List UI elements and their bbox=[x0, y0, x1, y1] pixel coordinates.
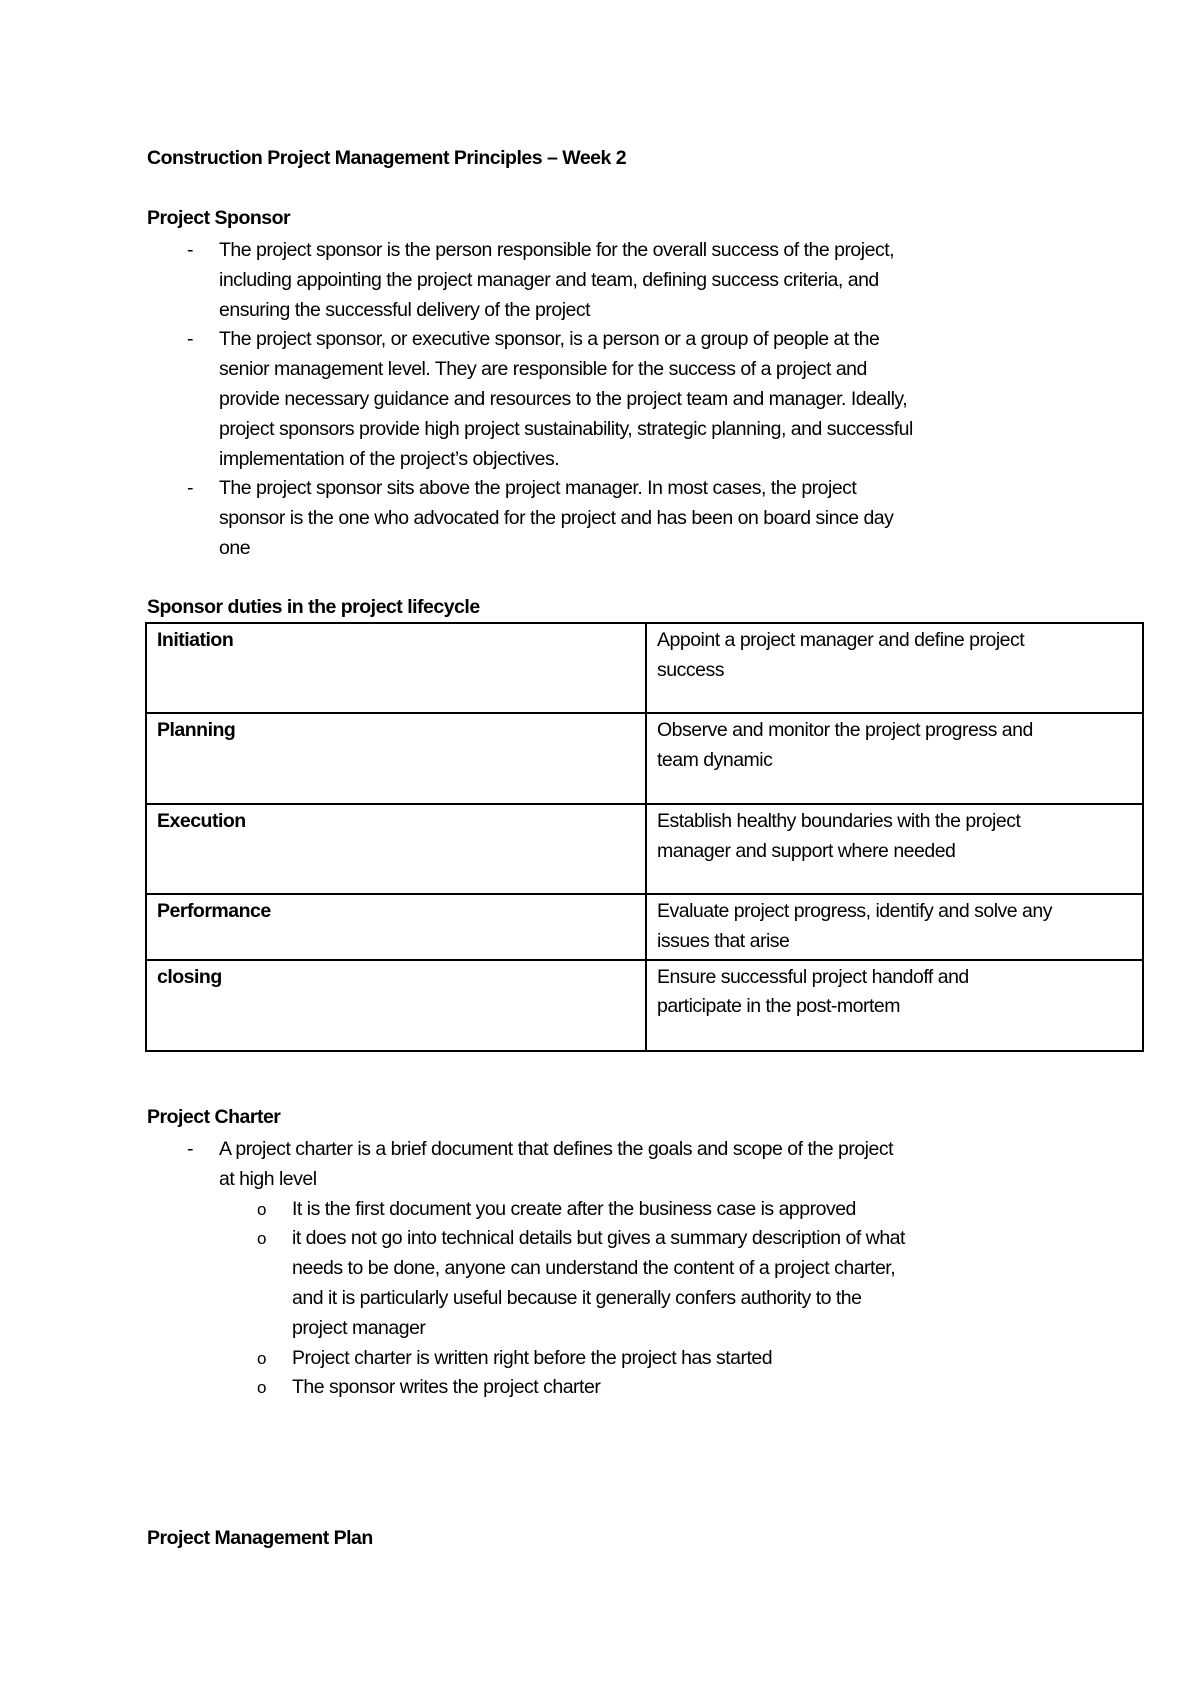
duty-cell bbox=[646, 894, 1143, 960]
section-heading-project-management-plan: Project Management Plan bbox=[147, 1527, 373, 1549]
document-title: Construction Project Management Principles – Week 2 bbox=[147, 147, 627, 169]
circle-bullet: o bbox=[257, 1378, 266, 1398]
text-line: including appointing the project manager and team, defining success criteria, and bbox=[219, 268, 879, 291]
text-line: needs to be done, anyone can understand the content of a project charter, bbox=[292, 1257, 896, 1280]
text-line: Establish healthy boundaries with the project bbox=[657, 810, 1021, 832]
list-item bbox=[147, 236, 1147, 325]
text-line: project manager bbox=[292, 1316, 426, 1339]
dash-bullet: - bbox=[187, 477, 193, 500]
list-item bbox=[147, 325, 1147, 474]
phase-cell: closing bbox=[146, 960, 646, 1051]
text-line: sponsor is the one who advocated for the project and has been on board since day bbox=[219, 507, 894, 530]
text-line: project sponsors provide high project sustainability, strategic planning, and successful bbox=[219, 417, 913, 440]
text-line: participate in the post-mortem bbox=[657, 995, 900, 1018]
table-row bbox=[146, 804, 1143, 894]
table-row bbox=[146, 894, 1143, 960]
list-item bbox=[147, 474, 1147, 563]
phase-cell: Initiation bbox=[146, 623, 646, 713]
sponsor-duties-table bbox=[145, 622, 1144, 1052]
charter-bullet-list bbox=[147, 1135, 1147, 1403]
list-item bbox=[147, 1135, 1147, 1195]
duty-cell bbox=[646, 960, 1143, 1051]
text-line: The project sponsor, or executive sponsor, is a person or a group of people at the bbox=[219, 328, 880, 351]
sponsor-bullet-list bbox=[147, 236, 1147, 564]
text-line: provide necessary guidance and resources to the project team and manager. Ideally, bbox=[219, 387, 908, 410]
phase-cell: Performance bbox=[146, 894, 646, 960]
text-line: manager and support where needed bbox=[657, 839, 956, 862]
text-line: ensuring the successful delivery of the project bbox=[219, 298, 591, 321]
sub-list-item bbox=[147, 1195, 1147, 1225]
sub-list-item bbox=[147, 1344, 1147, 1374]
duty-cell bbox=[646, 713, 1143, 804]
dash-bullet: - bbox=[187, 1138, 193, 1160]
text-line: Observe and monitor the project progress and bbox=[657, 719, 1033, 741]
sub-list-item bbox=[147, 1224, 1147, 1343]
text-line: issues that arise bbox=[657, 929, 790, 952]
text-line: it does not go into technical details but gives a summary description of what bbox=[292, 1227, 905, 1250]
phase-cell: Execution bbox=[146, 804, 646, 894]
section-heading-project-sponsor: Project Sponsor bbox=[147, 207, 291, 229]
phase-cell: Planning bbox=[146, 713, 646, 804]
table-row bbox=[146, 623, 1143, 713]
text-line: The project sponsor sits above the project manager. In most cases, the project bbox=[219, 477, 857, 500]
dash-bullet: - bbox=[187, 328, 193, 351]
text-line: implementation of the project’s objectives. bbox=[219, 447, 560, 470]
text-line: The sponsor writes the project charter bbox=[292, 1376, 601, 1399]
text-line: one bbox=[219, 536, 251, 559]
duty-cell bbox=[646, 804, 1143, 894]
text-line: Appoint a project manager and define project bbox=[657, 629, 1025, 651]
circle-bullet: o bbox=[257, 1199, 266, 1219]
section-heading-sponsor-duties: Sponsor duties in the project lifecycle bbox=[147, 596, 480, 618]
text-line: at high level bbox=[219, 1167, 317, 1190]
text-line: Ensure successful project handoff and bbox=[657, 965, 969, 988]
text-line: Evaluate project progress, identify and solve any bbox=[657, 900, 1052, 922]
table-row bbox=[146, 713, 1143, 804]
text-line: senior management level. They are responsible for the success of a project and bbox=[219, 358, 867, 381]
text-line: success bbox=[657, 658, 724, 681]
text-line: It is the first document you create after the business case is approved bbox=[292, 1197, 856, 1220]
section-heading-project-charter: Project Charter bbox=[147, 1106, 281, 1128]
text-line: and it is particularly useful because it generally confers authority to the bbox=[292, 1286, 862, 1309]
circle-bullet: o bbox=[257, 1348, 266, 1368]
text-line: A project charter is a brief document that defines the goals and scope of the project bbox=[219, 1138, 894, 1160]
table-row bbox=[146, 960, 1143, 1051]
sub-list-item bbox=[147, 1373, 1147, 1403]
text-line: The project sponsor is the person responsible for the overall success of the project, bbox=[219, 239, 895, 261]
text-line: team dynamic bbox=[657, 748, 773, 771]
circle-bullet: o bbox=[257, 1229, 266, 1249]
text-line: Project charter is written right before the project has started bbox=[292, 1346, 773, 1369]
duty-cell bbox=[646, 623, 1143, 713]
dash-bullet: - bbox=[187, 239, 193, 261]
